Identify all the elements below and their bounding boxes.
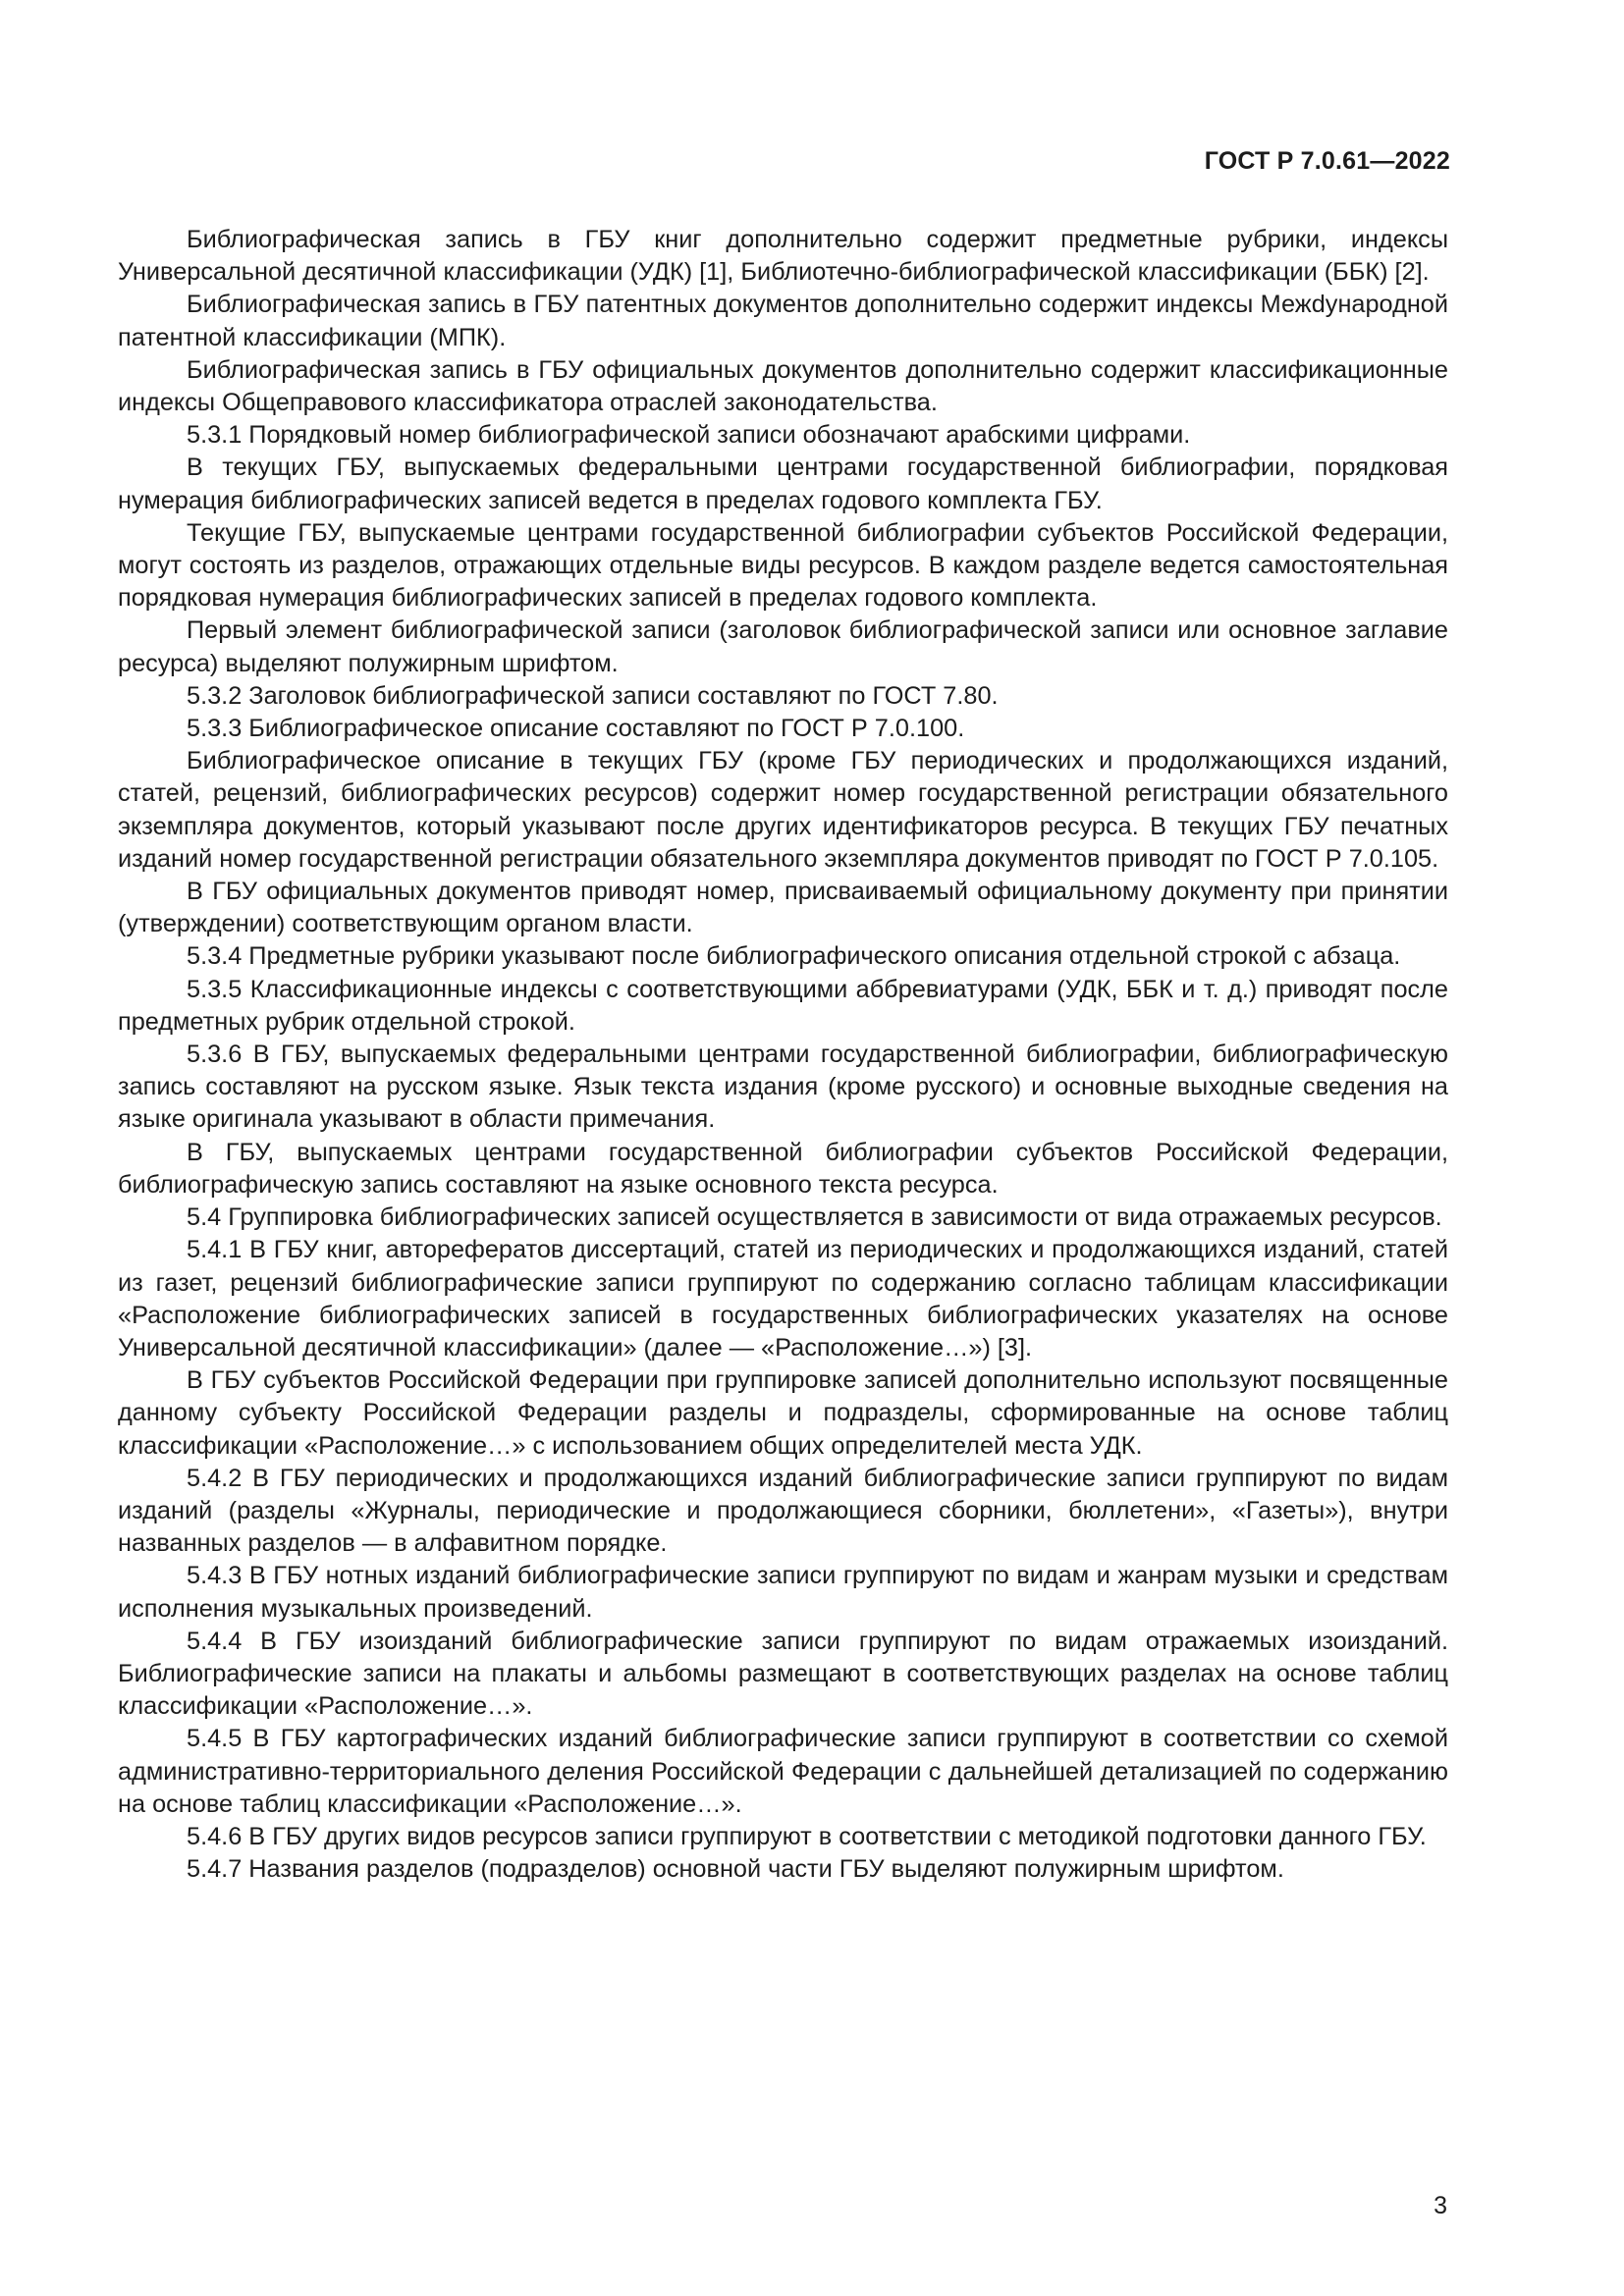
paragraph: Библиографическое описание в текущих ГБУ (кроме ГБУ периодических и продолжающихся изданий, статей, рецензий, библиографических ресурсов) содержит номер государственной регистрации обязательного экземпляра документов, который указывают после других идентификаторов ресурса. В текущих ГБУ печатных изданий номер государственной регистрации обязательного экземпляра документов приводят по ГОСТ Р 7.0.105. (118, 747, 1448, 873)
document-code-header: ГОСТ Р 7.0.61—2022 (1204, 147, 1450, 175)
paragraph: 5.4.5 В ГБУ картографических изданий библиографические записи группируют в соответствии со схемой административно-территориального деления Российской Федерации с дальнейшей детализацией по содержанию на основе таблиц классификации «Расположение…». (118, 1725, 1448, 1818)
paragraph: 5.4.2 В ГБУ периодических и продолжающихся изданий библиографические записи группируют по видам изданий (разделы «Журналы, периодические и продолжающиеся сборники, бюллетени», «Газеты»), внутри названных разделов — в алфавитном порядке. (118, 1464, 1448, 1558)
paragraph: 5.4.4 В ГБУ изоизданий библиографические записи группируют по видам отражаемых изоизданий. Библиографические записи на плакаты и альбомы размещают в соответствующих разделах на основе таблиц классификации «Расположение…». (118, 1627, 1448, 1721)
paragraph: Библиографическая запись в ГБУ официальных документов дополнительно содержит классификационные индексы Общеправового классификатора отраслей законодательства. (118, 355, 1448, 417)
paragraph: Первый элемент библиографической записи (заголовок библиографической записи или основное заглавие ресурса) выделяют полужирным шрифтом. (118, 616, 1448, 677)
paragraph: 5.4.3 В ГБУ нотных изданий библиографические записи группируют по видам и жанрам музыки и средствам исполнения музыкальных произведений. (118, 1562, 1448, 1623)
paragraph: 5.3.2 Заголовок библиографической записи составляют по ГОСТ 7.80. (187, 681, 999, 710)
paragraph: 5.4.6 В ГБУ других видов ресурсов записи группируют в соответствии с методикой подготовки данного ГБУ. (187, 1822, 1427, 1850)
paragraph: 5.3.1 Порядковый номер библиографической записи обозначают арабскими цифрами. (187, 421, 1191, 450)
paragraph: 5.3.4 Предметные рубрики указывают после библиографического описания отдельной строкой с абзаца. (187, 942, 1401, 971)
document-body (118, 224, 1448, 1886)
paragraph: Библиографическая запись в ГБУ патентных документов дополнительно содержит индексы Межdународной патентной классификации (МПК). (118, 291, 1448, 351)
page-number: 3 (1434, 2192, 1447, 2219)
paragraph: 5.3.6 В ГБУ, выпускаемых федеральными центрами государственной библиографии, библиографическую запись составляют на русском языке. Язык текста издания (кроме русского) и основные выходные сведения на языке оригинала указывают в области примечания. (118, 1041, 1448, 1134)
paragraph: Текущие ГБУ, выпускаемые центрами государственной библиографии субъектов Российской Федерации, могут состоять из разделов, отражающих отдельные виды ресурсов. В каждом разделе ведется самостоятельная порядковая нумерация библиографических записей в пределах годового комплекта. (118, 518, 1448, 613)
paragraph: 5.4 Группировка библиографических записей осуществляется в зависимости от вида отражаемых ресурсов. (187, 1203, 1442, 1232)
paragraph: 5.4.1 В ГБУ книг, авторефератов диссертаций, статей из периодических и продолжающихся изданий, статей из газет, рецензий библиографические записи группируют по содержанию согласно таблицам классификации «Расположение библиографических записей в государственных библиографических указателях на основе Универсальной десятичной классификации» (далее — «Расположение…») [3]. (118, 1236, 1448, 1362)
paragraph: В ГБУ субъектов Российской Федерации при группировке записей дополнительно используют посвященные данному субъекту Российской Федерации разделы и подразделы, сформированные на основе таблиц классификации «Расположение…» с использованием общих определителей места УДК. (118, 1366, 1448, 1460)
paragraph: 5.3.5 Классификационные индексы с соответствующими аббревиатурами (УДК, ББК и т. д.) приводят после предметных рубрик отдельной строкой. (118, 975, 1448, 1036)
paragraph: 5.3.3 Библиографическое описание составляют по ГОСТ Р 7.0.100. (187, 715, 965, 743)
paragraph: Библиографическая запись в ГБУ книг дополнительно содержит предметные рубрики, индексы Универсальной десятичной классификации (УДК) [1], Библиотечно-библиографической классификации (ББК) [2]. (118, 226, 1448, 287)
paragraph: В текущих ГБУ, выпускаемых федеральными центрами государственной библиографии, порядковая нумерация библиографических записей ведется в пределах годового комплекта ГБУ. (118, 454, 1448, 514)
paragraph: В ГБУ официальных документов приводят номер, присваиваемый официальному документу при принятии (утверждении) соответствующим органом власти. (118, 878, 1448, 938)
paragraph: 5.4.7 Названия разделов (подразделов) основной части ГБУ выделяют полужирным шрифтом. (187, 1855, 1284, 1884)
paragraph: В ГБУ, выпускаемых центрами государственной библиографии субъектов Российской Федерации, библиографическую запись составляют на языке основного текста ресурса. (118, 1138, 1448, 1199)
